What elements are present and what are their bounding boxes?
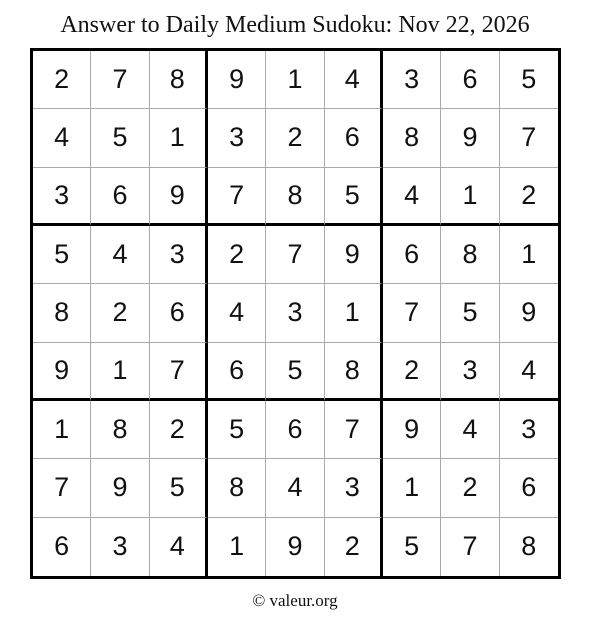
sudoku-cell-r2-c5: 2 bbox=[266, 109, 324, 167]
sudoku-cell-r7-c8: 4 bbox=[441, 401, 499, 459]
sudoku-cell-r6-c1: 9 bbox=[33, 343, 91, 401]
sudoku-cell-r6-c9: 4 bbox=[500, 343, 558, 401]
sudoku-cell-r2-c6: 6 bbox=[325, 109, 383, 167]
sudoku-cell-r7-c7: 9 bbox=[383, 401, 441, 459]
sudoku-cell-r3-c8: 1 bbox=[441, 168, 499, 226]
sudoku-cell-r8-c1: 7 bbox=[33, 459, 91, 517]
sudoku-cell-r3-c5: 8 bbox=[266, 168, 324, 226]
sudoku-cell-r9-c9: 8 bbox=[521, 531, 537, 562]
sudoku-cell-r5-c1: 8 bbox=[33, 284, 91, 342]
sudoku-cell-r8-c6: 3 bbox=[325, 459, 383, 517]
sudoku-cell-r7-c6: 7 bbox=[325, 401, 383, 459]
sudoku-cell-r8-c9: 6 bbox=[500, 459, 558, 517]
sudoku-cell-r4-c5: 7 bbox=[266, 226, 324, 284]
sudoku-cell-r3-c6: 5 bbox=[325, 168, 383, 226]
sudoku-board bbox=[30, 48, 561, 579]
sudoku-cell-r8-c5: 4 bbox=[266, 459, 324, 517]
sudoku-cell-r5-c4: 4 bbox=[208, 284, 266, 342]
sudoku-cell-r2-c8: 9 bbox=[441, 109, 499, 167]
sudoku-cell-r2-c7: 8 bbox=[383, 109, 441, 167]
sudoku-cell-r2-c1: 4 bbox=[33, 109, 91, 167]
sudoku-cell-r5-c6: 1 bbox=[325, 284, 383, 342]
sudoku-cell-r4-c6: 9 bbox=[325, 226, 383, 284]
sudoku-cell-r4-c8: 8 bbox=[441, 226, 499, 284]
sudoku-cell-r1-c5: 1 bbox=[266, 51, 324, 109]
sudoku-cell-r5-c2: 2 bbox=[91, 284, 149, 342]
sudoku-cell-r5-c8: 5 bbox=[441, 284, 499, 342]
sudoku-cell-r5-c9: 9 bbox=[500, 284, 558, 342]
sudoku-cell-r9-c5: 9 bbox=[266, 518, 324, 576]
sudoku-cell-r9-c6: 2 bbox=[325, 518, 383, 576]
sudoku-cell-r8-c3: 5 bbox=[150, 459, 208, 517]
sudoku-cell-r7-c1: 1 bbox=[33, 401, 91, 459]
sudoku-cell-r6-c2: 1 bbox=[91, 343, 149, 401]
sudoku-cell-r7-c3: 2 bbox=[150, 401, 208, 459]
sudoku-cell-r5-c3: 6 bbox=[150, 284, 208, 342]
sudoku-cell-r9-c7: 5 bbox=[383, 518, 441, 576]
sudoku-cell-r6-c7: 2 bbox=[383, 343, 441, 401]
sudoku-cell-r7-c9: 3 bbox=[500, 401, 558, 459]
sudoku-cell-r1-c2: 7 bbox=[91, 51, 149, 109]
sudoku-cell-r1-c1: 2 bbox=[33, 51, 91, 109]
sudoku-cell-r4-c2: 4 bbox=[91, 226, 149, 284]
sudoku-cell-r2-c4: 3 bbox=[208, 109, 266, 167]
sudoku-cell-r1-c9: 5 bbox=[500, 51, 558, 109]
sudoku-cell-r9-c2: 3 bbox=[91, 518, 149, 576]
sudoku-cell-r4-c4: 2 bbox=[208, 226, 266, 284]
sudoku-cell-r8-c4: 8 bbox=[208, 459, 266, 517]
sudoku-cell-r4-c9: 1 bbox=[500, 226, 558, 284]
sudoku-cell-r1-c6: 4 bbox=[325, 51, 383, 109]
sudoku-cell-r9-c3: 4 bbox=[150, 518, 208, 576]
sudoku-cell-r4-c7: 6 bbox=[383, 226, 441, 284]
sudoku-cell-r4-c3: 3 bbox=[150, 226, 208, 284]
sudoku-cell-r3-c3: 9 bbox=[150, 168, 208, 226]
sudoku-cell-r2-c3: 1 bbox=[150, 109, 208, 167]
sudoku-cell-r1-c3: 8 bbox=[150, 51, 208, 109]
sudoku-cell-r2-c9: 7 bbox=[500, 109, 558, 167]
sudoku-cell-r7-c5: 6 bbox=[266, 401, 324, 459]
sudoku-cell-r9-c4: 1 bbox=[208, 518, 266, 576]
sudoku-cell-r3-c1: 3 bbox=[33, 168, 91, 226]
sudoku-cell-r9-c1: 6 bbox=[33, 518, 91, 576]
copyright-footer: © valeur.org bbox=[252, 591, 338, 610]
sudoku-cell-r3-c7: 4 bbox=[383, 168, 441, 226]
sudoku-cell-r6-c4: 6 bbox=[208, 343, 266, 401]
page-title: Answer to Daily Medium Sudoku: Nov 22, 2026 bbox=[60, 12, 530, 38]
sudoku-cell-r1-c7: 3 bbox=[383, 51, 441, 109]
sudoku-cell-r6-c3: 7 bbox=[150, 343, 208, 401]
sudoku-cell-r8-c7: 1 bbox=[383, 459, 441, 517]
sudoku-cell-r1-c4: 9 bbox=[208, 51, 266, 109]
sudoku-cell-r6-c6: 8 bbox=[325, 343, 383, 401]
sudoku-cell-r3-c9: 2 bbox=[500, 168, 558, 226]
sudoku-cell-r5-c5: 3 bbox=[266, 284, 324, 342]
sudoku-cell-r8-c2: 9 bbox=[91, 459, 149, 517]
sudoku-cell-r7-c2: 8 bbox=[91, 401, 149, 459]
sudoku-cell-r7-c4: 5 bbox=[208, 401, 266, 459]
sudoku-cell-r2-c2: 5 bbox=[91, 109, 149, 167]
sudoku-cell-r3-c4: 7 bbox=[208, 168, 266, 226]
sudoku-cell-r5-c7: 7 bbox=[383, 284, 441, 342]
sudoku-cell-r6-c5: 5 bbox=[266, 343, 324, 401]
sudoku-cell-r9-c8: 7 bbox=[441, 518, 499, 576]
sudoku-cell-r4-c1: 5 bbox=[33, 226, 91, 284]
sudoku-cell-r3-c2: 6 bbox=[91, 168, 149, 226]
sudoku-cell-r8-c8: 2 bbox=[441, 459, 499, 517]
sudoku-cell-r6-c8: 3 bbox=[441, 343, 499, 401]
sudoku-cell-r1-c8: 6 bbox=[441, 51, 499, 109]
